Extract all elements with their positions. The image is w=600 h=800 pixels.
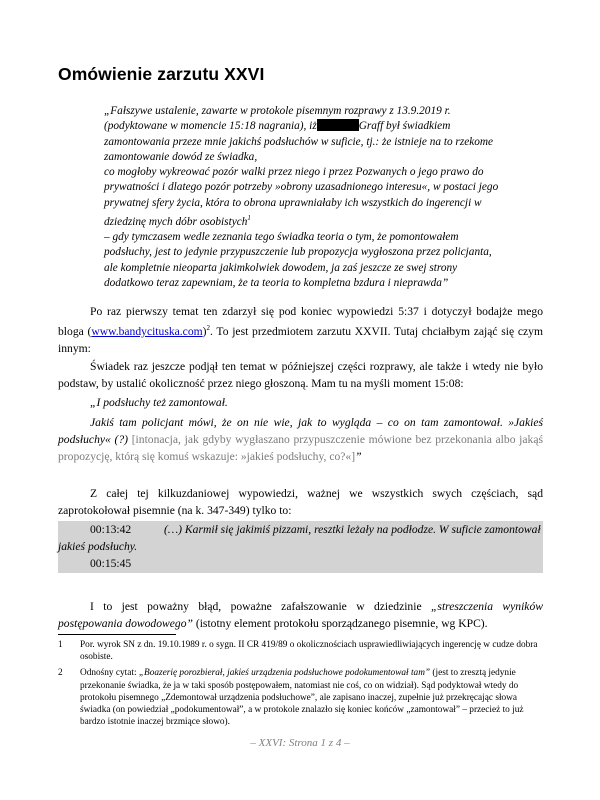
timestamp: 00:13:42	[90, 523, 132, 536]
paragraph-text: (istotny element protokołu sporządzanego pisemnie, wg KPC).	[192, 617, 488, 630]
footnote-1	[58, 639, 543, 663]
paragraph-4	[58, 598, 543, 632]
footnote-ref[interactable]: 1	[247, 214, 251, 223]
page-footer: – XXVI: Strona 1 z 4 –	[250, 737, 350, 749]
intonation-note: [intonacja, jak gdyby wygłaszano przypuszczenie mówione bez przekonania albo jakąś propozycję, którą się komuś wskazuje: »jakieś podsłuchy, co?«]	[58, 433, 543, 463]
transcript-entry-2	[58, 555, 543, 572]
footnote-number: 1	[58, 640, 63, 650]
paragraph-2: Świadek raz jeszcze podjął ten temat w późniejszej części rozprawy, ale także i wtedy nie było podstaw, by ustalić okoliczność przez niego głoszoną. Mam tu na myśli moment 15:08:	[58, 360, 543, 390]
charge-quote	[104, 104, 500, 291]
page-title: Omówienie zarzutu XXVI	[58, 64, 265, 84]
paragraph-italic: „streszczenia wyników postępowania dowodowego”	[58, 600, 543, 630]
paragraph-text: )	[202, 324, 207, 338]
footnote-2	[58, 667, 543, 728]
quote-paragraph-1	[104, 104, 500, 165]
quote-paragraph-3: – gdy tymczasem wedle zeznania tego świadka teoria o tym, że pomontowałem podsłuchy, jest to jedynie przypuszczenie lub propozycja wygłoszona przez policjanta, ale kompletnie nieoparta jakimkolwiek dowodem, ja zaś jeszcze ze swej strony dodatkowo teraz zapewniam, że ta teoria to kompletna bzdura i nieprawda”	[104, 231, 492, 290]
quote-paragraph-2	[104, 165, 500, 230]
paragraph-text: Po raz pierwszy temat ten zdarzył się pod koniec wypowiedzi 5:37 i dotyczył bodajże mego bloga (	[58, 305, 543, 338]
footnote-italic: „Boazerię porozbierał, jakieś urządzenia podsłuchowe podokumentował tam”	[138, 668, 431, 679]
blog-link[interactable]: www.bandycituska.com	[91, 324, 203, 338]
timestamp: 00:15:45	[90, 557, 132, 570]
paragraph-3: Z całej tej kilkuzdaniowej wypowiedzi, ważnej we wszystkich swych częściach, sąd zaprotokołował pisemnie (na k. 347-349) tylko to:	[58, 487, 543, 517]
quote-text: co mogłoby wykreować pozór walki przez niego i przez Pozwanych o jego prawo do prywatności i dlatego pozór potrzeby »obrony uzasadnionego interesu«, w postaci jego prywatnej sfery życia, która to obrona uprawniałaby ich wszystkich do ingerencji w dziedzinę mych dóbr osobistych	[104, 166, 499, 228]
footnote-ref[interactable]: 2	[206, 324, 211, 332]
paragraph-text: . To jest przedmiotem zarzutu XXVII. Tutaj chciałbym zająć się czym innym:	[58, 324, 543, 355]
quote-text: ”	[355, 450, 362, 463]
footnotes	[58, 639, 543, 732]
footnote-text: (jest to zresztą jedynie przekonanie świadka, że ja w taki sposób postępowałem, natomiast nie coś, co on widział). Sąd podyktował wtedy do protokołu pisemnego „Zdemontował urządzenia podsłuchowe”, ale zapisano inaczej, zupełnie już przekręcając słowa świadka (on powiedział „podokumentował”, a w protokole znalazło się koniec końców „zamontował” – przecież to już bardzo istotnie inaczej brzmiące słowo).	[80, 668, 524, 728]
footnote-number: 2	[58, 668, 63, 679]
quote-text: Graff był świadkiem zamontowania przeze mnie jakichś podsłuchów w suficie, tj.: że istnieje na to rzekome zamontowanie dowód ze świadka,	[104, 120, 494, 163]
redaction-bar	[317, 119, 359, 131]
paragraph-text: I to jest poważny błąd, poważne zafałszowanie w dziedzinie	[90, 600, 431, 613]
quote2-line-1: „I podsłuchy też zamontował.	[90, 396, 228, 409]
footnote-separator	[58, 634, 176, 635]
paragraph-1	[58, 303, 543, 357]
quote2-line-2	[58, 414, 543, 465]
quote-text: „Fałszywe ustalenie, zawarte w protokole pisemnym rozprawy z 13.9.2019 r. (podyktowane w momencie 15:18 nagrania), iż	[104, 105, 451, 133]
transcript-entry-1	[58, 521, 543, 555]
transcript-text: (…) Karmił się jakimiś pizzami, resztki leżały na podłodze. W suficie zamontował jakieś podsłuchy.	[58, 523, 541, 553]
footnote-text: Odnośny cytat:	[80, 668, 139, 679]
footnote-text: Por. wyrok SN z dn. 19.10.1989 r. o sygn. II CR 419/89 o okolicznościach usprawiedliwiających ingerencję w cudze dobra osobiste.	[80, 640, 538, 663]
quote-text: Jakiś tam policjant mówi, że on nie wie, jak to wygląda – co on tam zamontował. »Jakieś podsłuchy« (?)	[58, 416, 543, 446]
